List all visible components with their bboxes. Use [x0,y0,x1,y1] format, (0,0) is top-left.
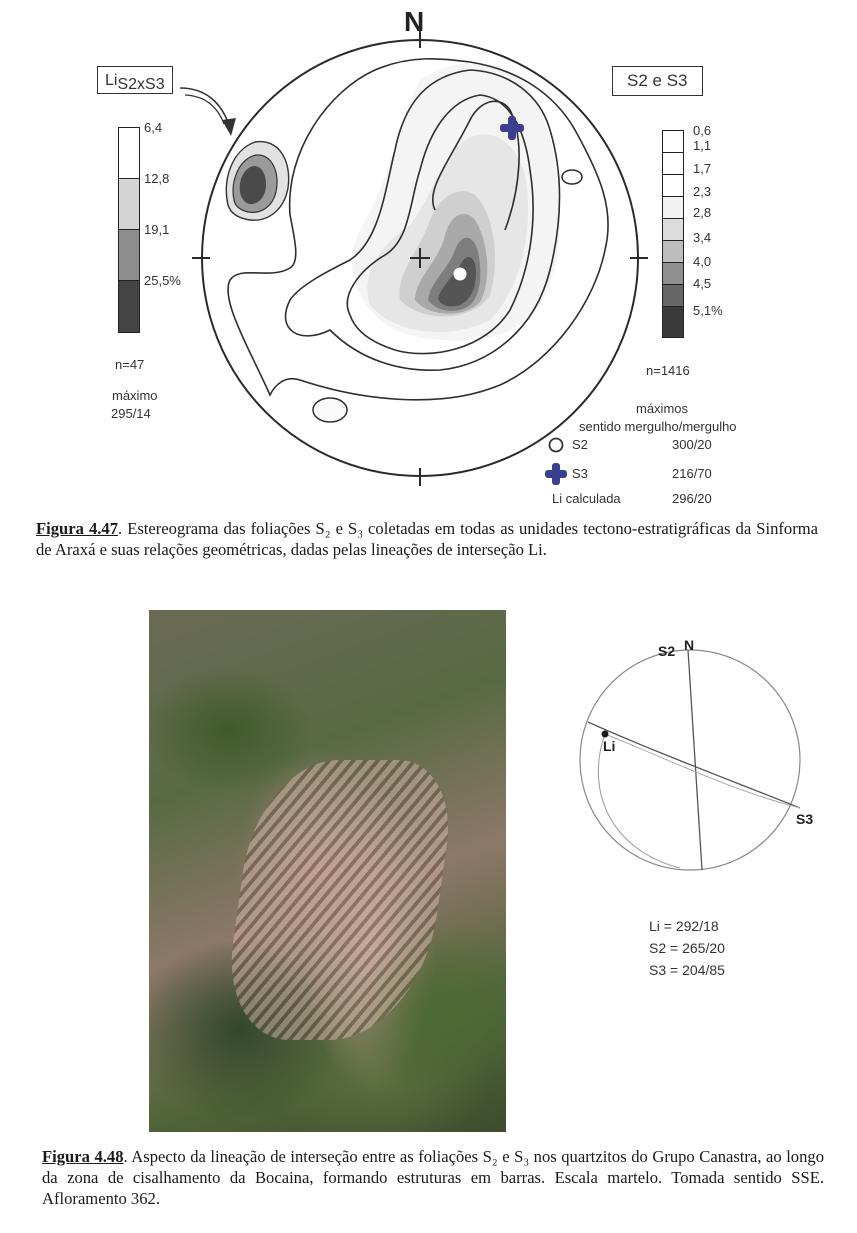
legend-s2-circle-icon [550,439,563,452]
stereo-48-li-label: Li [603,738,616,754]
li-s2xs3-box [97,66,173,94]
right-scale-label-5: 2,8 [693,205,712,220]
maximos-subtitle: sentido mergulho/mergulho [579,419,737,434]
left-scale-label-4: 25,5% [144,273,181,288]
left-max-title: máximo [112,388,158,403]
legend-s3-value: 216/70 [672,466,712,481]
outcrop-photo [149,610,506,1132]
contour-fills [226,63,560,340]
right-scale-label-3: 1,7 [693,161,712,176]
caption-4-47-label: Figura 4.47 [36,519,119,538]
stereo-48-s2-label: S2 [658,643,676,659]
stereo-48-s2-arc [688,650,702,870]
north-label: N [404,6,425,37]
legend-s2-value: 300/20 [672,437,712,452]
right-n: n=1416 [646,363,690,378]
left-max-value: 295/14 [111,406,151,421]
left-scale [118,120,238,333]
right-scale-label-8: 4,5 [693,276,712,291]
attitude-li: Li = 292/18 [649,918,719,934]
legend-s3-cross-icon [545,463,567,485]
attitude-s3: S3 = 204/85 [649,962,725,978]
stereo-48-s3-label: S3 [796,811,814,827]
contour-small-east [562,170,582,184]
caption-4-47 [36,518,818,560]
s2-e-s3-box: S2 e S3 [612,66,703,96]
right-scale-label-9: 5,1% [693,303,723,318]
pointer-arrow [180,88,230,128]
right-scale-label-2: 1,1 [693,138,712,153]
stereo-48-li-point [602,731,609,738]
caption-4-48-text: . Aspecto da lineação de interseção entre as foliações S₂ e S₃ nos quartzitos do Grupo Canastra, ao longo da zona de cisalhamento da Bocaina, formando estruturas em barras. Escala martelo. Tomada sentido SSE. Afloramento 362. [42,1147,824,1208]
legend-s3-label: S3 [572,466,588,481]
right-scale-label-1: 0,6 [693,123,712,138]
left-scale-label-1: 6,4 [144,120,163,135]
right-scale-label-7: 4,0 [693,254,712,269]
quartzite-bars [219,760,458,1040]
contour-small-south [313,398,347,422]
left-n: n=47 [115,357,145,372]
maximos-title: máximos [636,401,689,416]
right-scale-label-6: 3,4 [693,230,712,245]
stereo-48-s2-great-circle [598,734,680,868]
li-label: Li [105,72,118,89]
left-scale-label-2: 12,8 [144,171,170,186]
attitude-s2: S2 = 265/20 [649,940,725,956]
legend-s2-label: S2 [572,437,588,452]
legend-li-label: Li calculada [552,491,621,506]
s2xs3-label: S2xS3 [117,76,165,93]
caption-4-48-label: Figura 4.48 [42,1147,124,1166]
caption-4-47-text: . Estereograma das foliações S₂ e S₃ coletadas em todas as unidades tectono-estratigráficas da Sinforma de Araxá e suas relações geométricas, dadas pelas lineações de interseção Li. [36,519,819,559]
stereonet-4-48 [560,630,830,890]
right-scale [662,123,752,340]
left-scale-label-3: 19,1 [144,222,170,237]
s2-maximum-marker [454,268,466,280]
stereo-48-north-label: N [684,637,695,653]
caption-4-48 [42,1146,824,1209]
legend-li-value: 296/20 [672,491,712,506]
right-scale-label-4: 2,3 [693,184,712,199]
